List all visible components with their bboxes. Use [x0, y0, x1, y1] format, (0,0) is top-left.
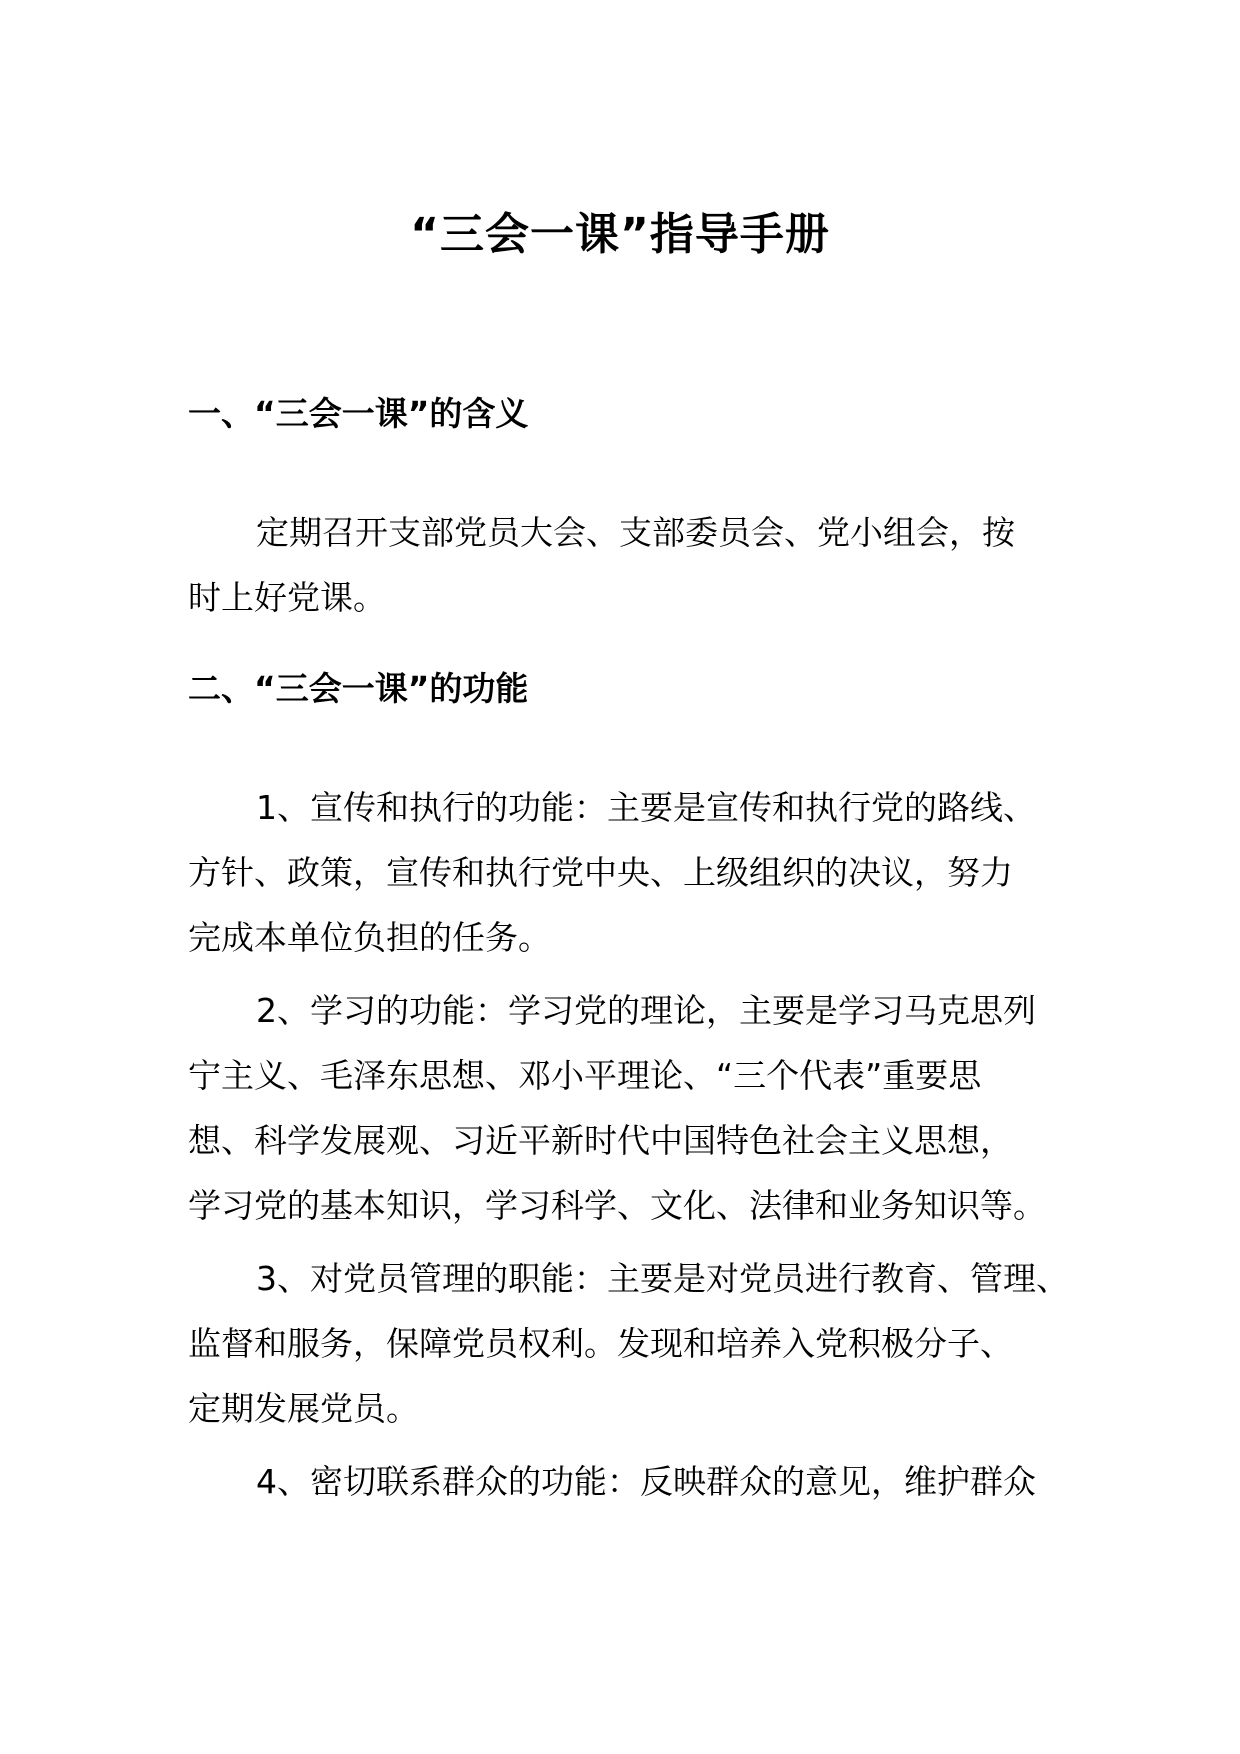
paragraph-function-2: [188, 978, 1068, 1238]
paragraph-line: 学习党的基本知识，学习科学、文化、法律和业务知识等。: [188, 1186, 1046, 1225]
section-heading-meaning: 一、“三会一课”的含义: [188, 394, 529, 433]
paragraph-line: 4、密切联系群众的功能：反映群众的意见，维护群众: [256, 1462, 1036, 1501]
document-title: “三会一课”指导手册: [410, 209, 830, 260]
paragraph-function-4: [188, 1449, 1068, 1514]
paragraph-line: 2、学习的功能：学习党的理论，主要是学习马克思列: [256, 991, 1036, 1030]
paragraph-line: 监督和服务，保障党员权利。发现和培养入党积极分子、: [188, 1324, 1013, 1363]
paragraph-line: 1、宣传和执行的功能：主要是宣传和执行党的路线、: [256, 788, 1036, 827]
paragraph-meaning: [188, 500, 1068, 630]
paragraph-function-3: [188, 1246, 1068, 1441]
paragraph-line: 3、对党员管理的职能：主要是对党员进行教育、管理、: [256, 1259, 1069, 1298]
paragraph-function-1: [188, 775, 1068, 970]
paragraph-line: 想、科学发展观、习近平新时代中国特色社会主义思想，: [188, 1121, 1013, 1160]
paragraph-line: 方针、政策，宣传和执行党中央、上级组织的决议，努力: [188, 853, 1013, 892]
paragraph-line: 完成本单位负担的任务。: [188, 918, 551, 957]
paragraph-line: 定期发展党员。: [188, 1389, 419, 1428]
paragraph-line: 定期召开支部党员大会、支部委员会、党小组会，按: [256, 513, 1015, 552]
paragraph-line: 时上好党课。: [188, 578, 386, 617]
section-heading-functions: 二、“三会一课”的功能: [188, 669, 529, 708]
paragraph-line: 宁主义、毛泽东思想、邓小平理论、“三个代表”重要思: [188, 1056, 982, 1095]
